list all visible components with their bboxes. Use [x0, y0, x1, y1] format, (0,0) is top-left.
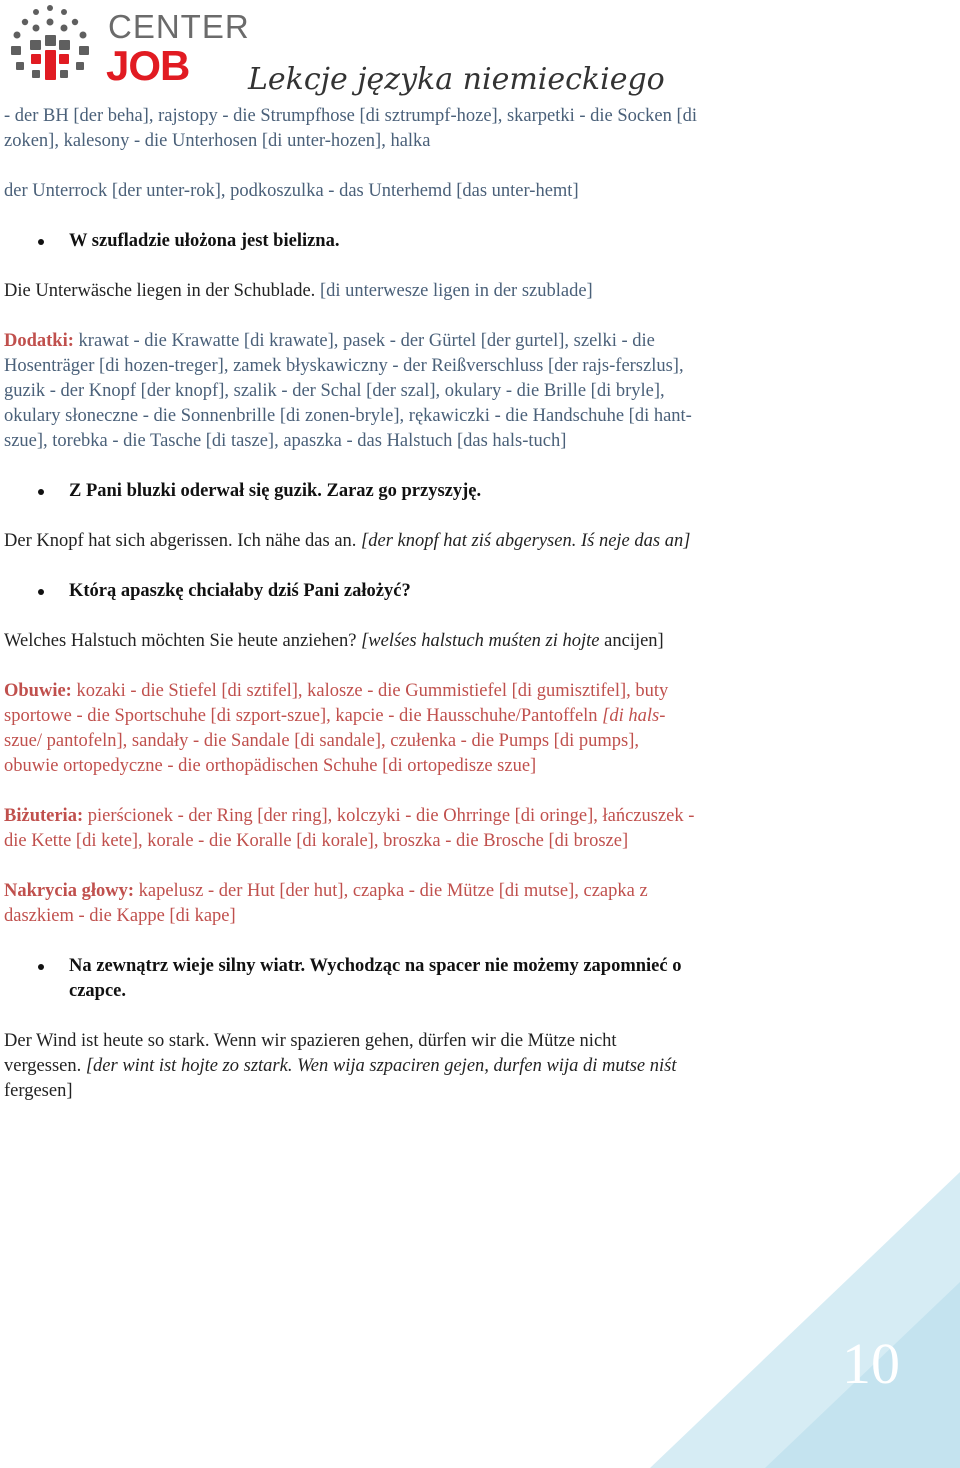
- logo-text-job: JOB: [106, 42, 190, 89]
- document-body: [4, 104, 844, 1104]
- center-job-logo: [6, 2, 250, 90]
- text-line: obuwie ortopedyczne - die orthopädischen Schuhe [di ortopedisze szue]: [4, 756, 537, 776]
- page-number: 10: [842, 1331, 900, 1396]
- translation-line: Welches Halstuch möchten Sie heute anziehen? [welśes halstuch muśten zi hojte ancijen]: [4, 631, 664, 651]
- dodatki-section: Dodatki: krawat - die Krawatte [di krawate], pasek - der Gürtel [der gurtel], szelki - die: [4, 331, 655, 351]
- section-label: Dodatki:: [4, 331, 74, 351]
- text-line: szue], torebka - die Tasche [di tasze], apaszka - das Halstuch [das hals-tuch]: [4, 431, 567, 451]
- bullet-sentence: Z Pani bluzki oderwał się guzik. Zaraz go przyszyję.: [4, 479, 844, 504]
- translation-line: Die Unterwäsche liegen in der Schublade. [di unterwesze ligen in der szublade]: [4, 281, 593, 301]
- bizuteria-section: Biżuteria: pierścionek - der Ring [der ring], kolczyki - die Ohrringe [di oringe], łańczuszek -: [4, 806, 695, 826]
- text-line: szue/ pantofeln], sandały - die Sandale [di sandale], czułenka - die Pumps [di pumps],: [4, 731, 639, 751]
- translation-line: Der Knopf hat sich abgerissen. Ich nähe das an. [der knopf hat ziś abgerysen. Iś neje das an]: [4, 531, 691, 551]
- page-header-title: Lekcje języka niemieckiego: [248, 62, 665, 97]
- section-label: Nakrycia głowy:: [4, 881, 134, 901]
- text-line: zoken], kalesony - die Unterhosen [di unter-hozen], halka: [4, 131, 431, 151]
- translation-line: vergessen. [der wint ist hojte zo sztark. Wen wija szpaciren gejen, durfen wija di mutse niśt: [4, 1056, 677, 1076]
- bullet-sentence: Którą apaszkę chciałaby dziś Pani założyć?: [4, 579, 844, 604]
- nakrycia-section: Nakrycia głowy: kapelusz - der Hut [der hut], czapka - die Mütze [di mutse], czapka z: [4, 881, 648, 901]
- text-line: - der BH [der beha], rajstopy - die Strumpfhose [di sztrumpf-hoze], skarpetki - die Socken [di: [4, 106, 698, 126]
- text-line: der Unterrock [der unter-rok], podkoszulka - das Unterhemd [das unter-hemt]: [4, 181, 579, 201]
- obuwie-section: Obuwie: kozaki - die Stiefel [di sztifel], kalosze - die Gummistiefel [di gumisztifel], buty: [4, 681, 669, 701]
- bullet-sentence: W szufladzie ułożona jest bielizna.: [4, 229, 844, 254]
- section-label: Obuwie:: [4, 681, 72, 701]
- section-label: Biżuteria:: [4, 806, 84, 826]
- logo-dots-icon: [6, 2, 102, 90]
- bullet-sentence: Na zewnątrz wieje silny wiatr. Wychodząc na spacer nie możemy zapomnieć o: [4, 954, 844, 979]
- bullet-continuation: czapce.: [69, 981, 127, 1001]
- logo-text-center: CENTER: [108, 8, 250, 45]
- translation-line: Der Wind ist heute so stark. Wenn wir spazieren gehen, dürfen wir die Mütze nicht: [4, 1031, 617, 1051]
- page-corner-decoration: [650, 1172, 960, 1468]
- text-line: Hosenträger [di hozen-treger], zamek błyskawiczny - der Reißverschluss [der rajs-ferszlus],: [4, 356, 684, 376]
- text-line: sportowe - die Sportschuhe [di szport-szue], kapcie - die Hausschuhe/Pantoffeln [di hals-: [4, 706, 666, 726]
- text-line: daszkiem - die Kappe [di kape]: [4, 906, 236, 926]
- text-line: guzik - der Knopf [der knopf], szalik - der Schal [der szal], okulary - die Brille [di bryle],: [4, 381, 665, 401]
- translation-line: fergesen]: [4, 1081, 73, 1101]
- text-line: okulary słoneczne - die Sonnenbrille [di zonen-bryle], rękawiczki - die Handschuhe [di hant-: [4, 406, 692, 426]
- text-line: die Kette [di kete], korale - die Koralle [di korale], broszka - die Brosche [di brosze]: [4, 831, 629, 851]
